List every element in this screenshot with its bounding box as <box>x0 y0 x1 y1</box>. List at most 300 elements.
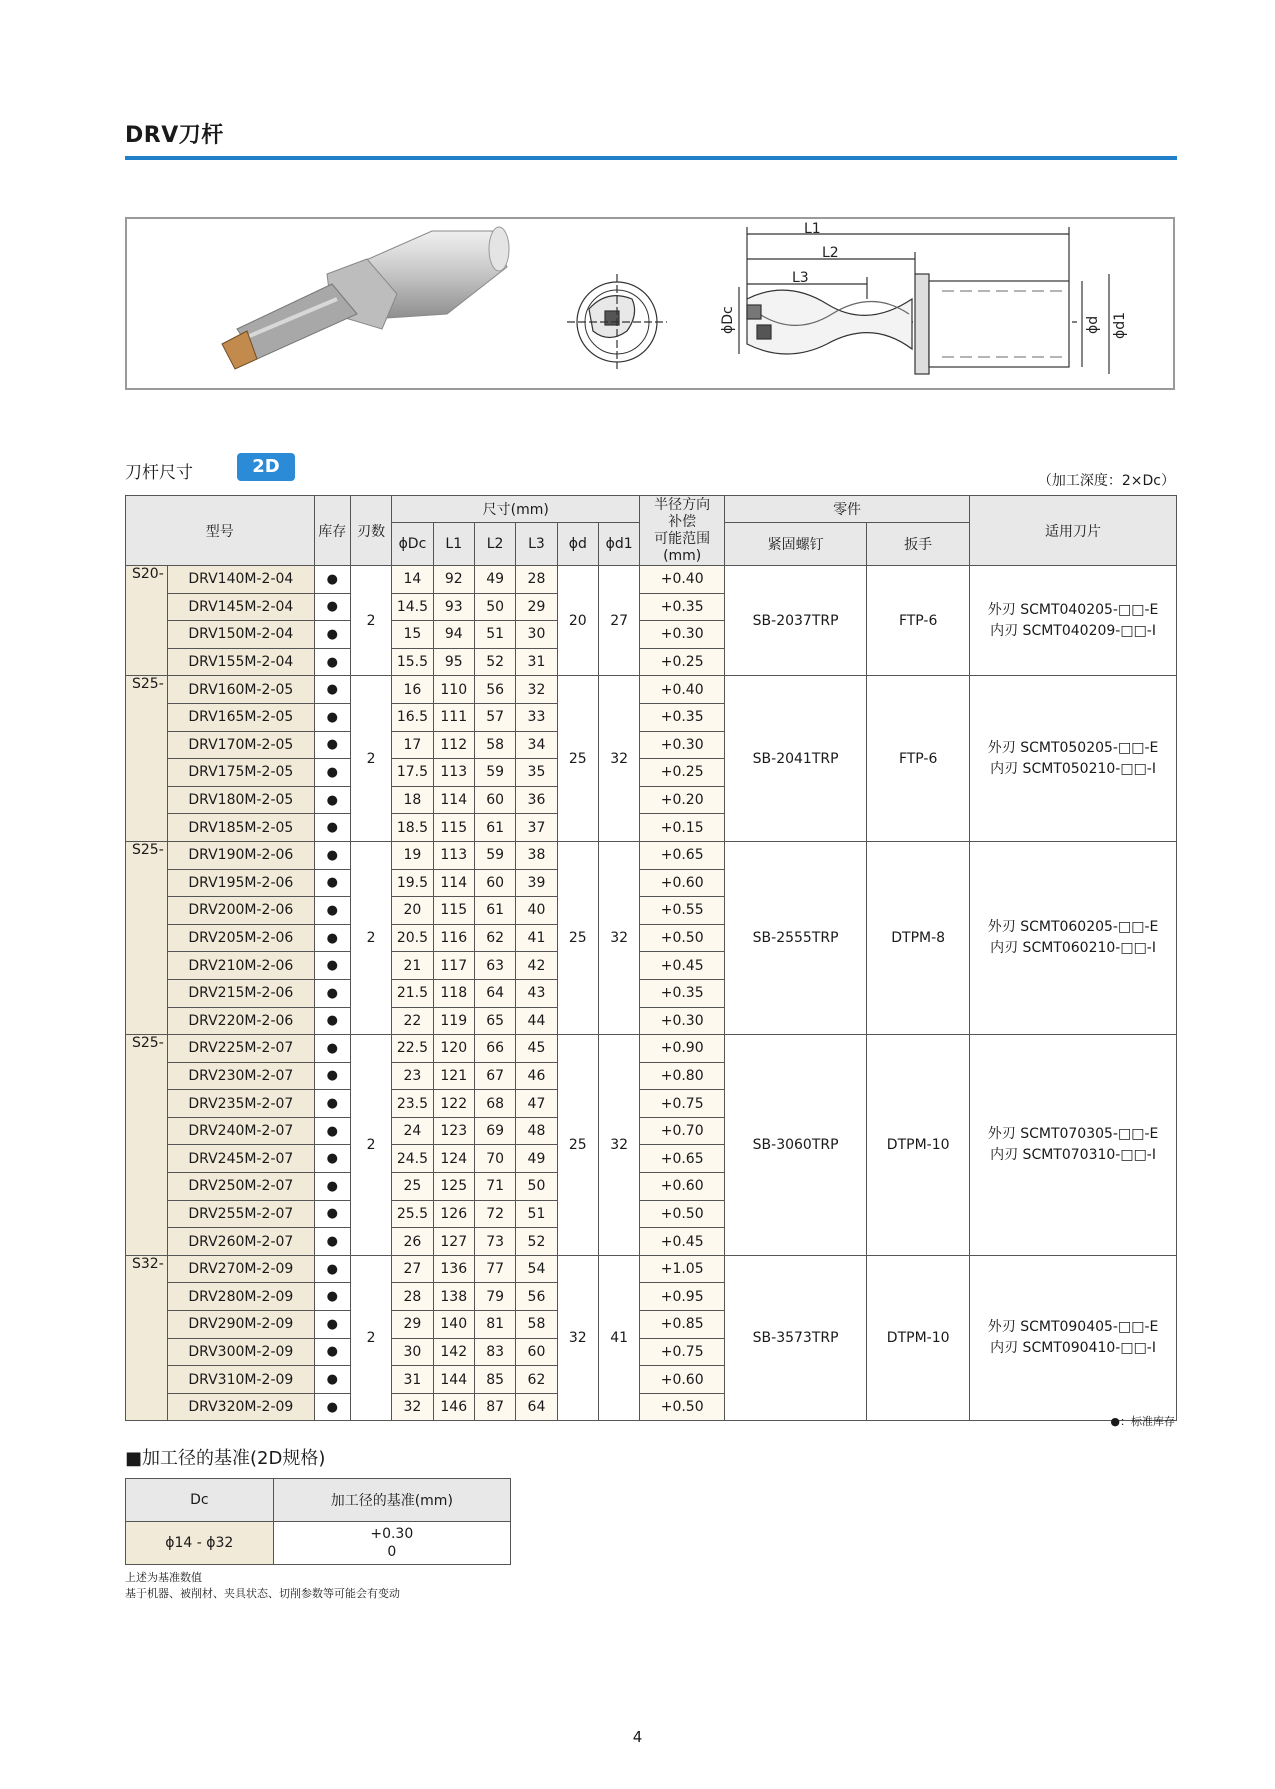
series-prefix: S25- <box>126 841 168 1034</box>
compensation-range: +0.30 <box>640 1007 725 1035</box>
applicable-insert <box>970 1255 1177 1421</box>
depth-note: （加工深度：2×Dc） <box>1037 473 1175 489</box>
compensation-range: +0.15 <box>640 814 725 842</box>
tool-figure <box>125 217 1175 390</box>
end-view <box>567 274 667 369</box>
compensation-range: +0.75 <box>640 1338 725 1366</box>
dim-l1: 146 <box>433 1393 474 1421</box>
dim-l1: 110 <box>433 676 474 704</box>
sub-lower: 0 <box>387 1544 397 1560</box>
model-code: DRV170M-2-05 <box>168 731 314 759</box>
compensation-range: +0.35 <box>640 703 725 731</box>
compensation-range: +0.60 <box>640 1173 725 1201</box>
applicable-insert <box>970 1035 1177 1256</box>
dim-l1: 115 <box>433 897 474 925</box>
flute-count: 2 <box>350 1035 391 1256</box>
dim-l2: 69 <box>474 1117 515 1145</box>
model-code: DRV320M-2-09 <box>168 1393 314 1421</box>
dim-phidc: 26 <box>392 1228 433 1256</box>
sub-col-standard: 加工径的基准(mm) <box>273 1479 510 1522</box>
dim-l2: 61 <box>474 897 515 925</box>
dim-phid1: 27 <box>598 566 639 676</box>
model-code: DRV140M-2-04 <box>168 566 314 594</box>
sub-upper: +0.30 <box>370 1526 414 1542</box>
model-code: DRV250M-2-07 <box>168 1173 314 1201</box>
diameter-standard-table <box>125 1478 511 1565</box>
dim-phidc: 14.5 <box>392 593 433 621</box>
dim-l3: 28 <box>516 566 557 594</box>
clamp-screw: SB-2041TRP <box>725 676 867 842</box>
model-code: DRV205M-2-06 <box>168 924 314 952</box>
stock-dot: ● <box>314 703 350 731</box>
dim-l1: 124 <box>433 1145 474 1173</box>
compensation-range: +0.25 <box>640 648 725 676</box>
model-code: DRV300M-2-09 <box>168 1338 314 1366</box>
dim-l3: 44 <box>516 1007 557 1035</box>
model-code: DRV310M-2-09 <box>168 1366 314 1394</box>
model-code: DRV150M-2-04 <box>168 621 314 649</box>
dim-l2: 64 <box>474 979 515 1007</box>
dim-l3: 56 <box>516 1283 557 1311</box>
dim-phidc: 18 <box>392 786 433 814</box>
dim-phid: 32 <box>557 1255 598 1421</box>
dim-l3: 50 <box>516 1173 557 1201</box>
model-code: DRV145M-2-04 <box>168 593 314 621</box>
dim-l3: 52 <box>516 1228 557 1256</box>
stock-dot: ● <box>314 1228 350 1256</box>
dim-phidc: 24 <box>392 1117 433 1145</box>
dim-l3: 42 <box>516 952 557 980</box>
compensation-range: +0.25 <box>640 759 725 787</box>
dim-l1: 140 <box>433 1311 474 1339</box>
compensation-range: +0.85 <box>640 1311 725 1339</box>
dim-l3: 48 <box>516 1117 557 1145</box>
dim-l1: 113 <box>433 759 474 787</box>
insert-inner: 内刃 SCMT040209-□□-I <box>990 622 1156 639</box>
stock-dot: ● <box>314 1393 350 1421</box>
col-phid1: ϕd1 <box>598 523 639 566</box>
page-title: DRV刀杆 <box>125 123 224 148</box>
model-code: DRV290M-2-09 <box>168 1311 314 1339</box>
compensation-range: +0.30 <box>640 621 725 649</box>
dim-l2: 79 <box>474 1283 515 1311</box>
compensation-range: +0.70 <box>640 1117 725 1145</box>
model-code: DRV200M-2-06 <box>168 897 314 925</box>
col-stock: 库存 <box>314 496 350 566</box>
dim-l1: 92 <box>433 566 474 594</box>
spec-table-body <box>126 566 1177 1421</box>
table-row <box>126 1035 1177 1063</box>
clamp-screw: SB-2037TRP <box>725 566 867 676</box>
model-code: DRV185M-2-05 <box>168 814 314 842</box>
dim-l1: 121 <box>433 1062 474 1090</box>
stock-dot: ● <box>314 676 350 704</box>
model-code: DRV240M-2-07 <box>168 1117 314 1145</box>
col-parts: 零件 <box>725 496 970 523</box>
model-code: DRV195M-2-06 <box>168 869 314 897</box>
dim-l1: L1 <box>804 221 821 237</box>
dim-phidc: 22 <box>392 1007 433 1035</box>
wrench: DTPM-8 <box>867 841 970 1034</box>
table-row <box>126 841 1177 869</box>
wrench: DTPM-10 <box>867 1255 970 1421</box>
compensation-range: +0.75 <box>640 1090 725 1118</box>
col-phid: ϕd <box>557 523 598 566</box>
wrench: FTP-6 <box>867 566 970 676</box>
series-prefix: S25- <box>126 1035 168 1256</box>
dim-phidc: 22.5 <box>392 1035 433 1063</box>
dim-l2: 83 <box>474 1338 515 1366</box>
compensation-range: +0.60 <box>640 869 725 897</box>
dim-phidc: 20.5 <box>392 924 433 952</box>
dim-l1: 93 <box>433 593 474 621</box>
dim-l2: 50 <box>474 593 515 621</box>
stock-dot: ● <box>314 1035 350 1063</box>
sub-cell-dc: ϕ14 - ϕ32 <box>126 1522 274 1565</box>
dim-l2: 60 <box>474 869 515 897</box>
stock-dot: ● <box>314 1366 350 1394</box>
series-prefix: S25- <box>126 676 168 842</box>
dim-l2: 63 <box>474 952 515 980</box>
compensation-range: +0.30 <box>640 731 725 759</box>
footnotes <box>125 1570 400 1602</box>
dim-phidc: 30 <box>392 1338 433 1366</box>
footnote-2: 基于机器、被削材、夹具状态、切削参数等可能会有变动 <box>125 1587 400 1600</box>
dim-l1: 116 <box>433 924 474 952</box>
dim-l2: 49 <box>474 566 515 594</box>
compensation-range: +0.20 <box>640 786 725 814</box>
dim-phidc: 23.5 <box>392 1090 433 1118</box>
model-code: DRV270M-2-09 <box>168 1255 314 1283</box>
model-code: DRV245M-2-07 <box>168 1145 314 1173</box>
model-code: DRV210M-2-06 <box>168 952 314 980</box>
compensation-range: +0.65 <box>640 1145 725 1173</box>
compensation-range: +0.40 <box>640 566 725 594</box>
dim-l1: 136 <box>433 1255 474 1283</box>
col-flutes: 刃数 <box>350 496 391 566</box>
dim-phidc: 21 <box>392 952 433 980</box>
stock-dot: ● <box>314 593 350 621</box>
dim-l2: 85 <box>474 1366 515 1394</box>
dim-l2: 87 <box>474 1393 515 1421</box>
dim-l2: 57 <box>474 703 515 731</box>
insert-outer: 外刃 SCMT050205-□□-E <box>987 739 1159 756</box>
stock-dot: ● <box>314 566 350 594</box>
wrench: FTP-6 <box>867 676 970 842</box>
dim-l2: 52 <box>474 648 515 676</box>
series-prefix: S32- <box>126 1255 168 1421</box>
wrench: DTPM-10 <box>867 1035 970 1256</box>
dim-l3: 37 <box>516 814 557 842</box>
stock-dot: ● <box>314 1090 350 1118</box>
dim-l1: 112 <box>433 731 474 759</box>
clamp-screw: SB-3573TRP <box>725 1255 867 1421</box>
insert-inner: 内刃 SCMT060210-□□-I <box>990 940 1156 957</box>
compensation-range: +0.35 <box>640 979 725 1007</box>
dim-l2: 81 <box>474 1311 515 1339</box>
model-code: DRV225M-2-07 <box>168 1035 314 1063</box>
dim-l1: 111 <box>433 703 474 731</box>
dim-phid: 25 <box>557 1035 598 1256</box>
dim-phid1: 41 <box>598 1255 639 1421</box>
dim-phidc: 21.5 <box>392 979 433 1007</box>
model-code: DRV215M-2-06 <box>168 979 314 1007</box>
dim-phidc: 28 <box>392 1283 433 1311</box>
stock-dot: ● <box>314 897 350 925</box>
flute-count: 2 <box>350 676 391 842</box>
dim-phidc: 31 <box>392 1366 433 1394</box>
compensation-range: +0.45 <box>640 1228 725 1256</box>
dim-l1: 138 <box>433 1283 474 1311</box>
spec-badge: 2D <box>237 453 295 481</box>
model-code: DRV175M-2-05 <box>168 759 314 787</box>
stock-dot: ● <box>314 924 350 952</box>
compensation-range: +0.50 <box>640 1200 725 1228</box>
flute-count: 2 <box>350 841 391 1034</box>
dim-l2: 60 <box>474 786 515 814</box>
dim-l3: 51 <box>516 1200 557 1228</box>
model-code: DRV160M-2-05 <box>168 676 314 704</box>
stock-dot: ● <box>314 1255 350 1283</box>
dim-phidc: 29 <box>392 1311 433 1339</box>
clamp-screw: SB-3060TRP <box>725 1035 867 1256</box>
dim-l1: 125 <box>433 1173 474 1201</box>
stock-dot: ● <box>314 1117 350 1145</box>
dim-l1: 142 <box>433 1338 474 1366</box>
stock-dot: ● <box>314 1007 350 1035</box>
dim-l3: 62 <box>516 1366 557 1394</box>
applicable-insert <box>970 676 1177 842</box>
comp-line-1: 半径方向 <box>654 496 711 513</box>
dim-l1: 114 <box>433 786 474 814</box>
compensation-range: +0.80 <box>640 1062 725 1090</box>
dim-phidc: 25.5 <box>392 1200 433 1228</box>
dim-phid1: 32 <box>598 676 639 842</box>
comp-line-4: (mm) <box>663 547 702 564</box>
series-prefix: S20- <box>126 566 168 676</box>
dim-phidc: 16.5 <box>392 703 433 731</box>
dim-l2: 73 <box>474 1228 515 1256</box>
model-code: DRV280M-2-09 <box>168 1283 314 1311</box>
dim-phidc: 20 <box>392 897 433 925</box>
dim-l3: 43 <box>516 979 557 1007</box>
compensation-range: +0.95 <box>640 1283 725 1311</box>
compensation-range: +0.50 <box>640 924 725 952</box>
insert-outer: 外刃 SCMT090405-□□-E <box>987 1319 1159 1336</box>
dim-l1: 113 <box>433 841 474 869</box>
compensation-range: +0.55 <box>640 897 725 925</box>
dim-phidc: 15 <box>392 621 433 649</box>
stock-dot: ● <box>314 979 350 1007</box>
dim-phid1: 32 <box>598 1035 639 1256</box>
dim-l1: 118 <box>433 979 474 1007</box>
dim-l2: 58 <box>474 731 515 759</box>
compensation-range: +1.05 <box>640 1255 725 1283</box>
col-l1: L1 <box>433 523 474 566</box>
model-code: DRV220M-2-06 <box>168 1007 314 1035</box>
col-phidc: ϕDc <box>392 523 433 566</box>
compensation-range: +0.45 <box>640 952 725 980</box>
col-compensation <box>640 496 725 566</box>
dim-l3: 33 <box>516 703 557 731</box>
compensation-range: +0.40 <box>640 676 725 704</box>
dim-phidc: 23 <box>392 1062 433 1090</box>
dim-phidc: ϕDc <box>720 306 736 334</box>
applicable-insert <box>970 841 1177 1034</box>
applicable-insert <box>970 566 1177 676</box>
dim-l3: 35 <box>516 759 557 787</box>
stock-dot: ● <box>314 1173 350 1201</box>
dim-l2: 77 <box>474 1255 515 1283</box>
dim-l3: L3 <box>792 270 809 286</box>
dim-l1: 120 <box>433 1035 474 1063</box>
dim-phidc: 24.5 <box>392 1145 433 1173</box>
dim-l2: 68 <box>474 1090 515 1118</box>
dim-l2: 59 <box>474 841 515 869</box>
stock-dot: ● <box>314 952 350 980</box>
model-code: DRV235M-2-07 <box>168 1090 314 1118</box>
dim-l3: 40 <box>516 897 557 925</box>
col-insert: 适用刀片 <box>970 496 1177 566</box>
page-number: 4 <box>632 1728 643 1746</box>
model-code: DRV230M-2-07 <box>168 1062 314 1090</box>
stock-dot: ● <box>314 814 350 842</box>
tool-photo <box>222 227 509 369</box>
insert-inner: 内刃 SCMT090410-□□-I <box>990 1340 1156 1357</box>
stock-dot: ● <box>314 1062 350 1090</box>
col-model: 型号 <box>126 496 315 566</box>
sub-title: ■加工径的基准(2D规格) <box>125 1448 326 1469</box>
col-screw: 紧固螺钉 <box>725 523 867 566</box>
dim-l1: 123 <box>433 1117 474 1145</box>
title-rule <box>125 156 1177 160</box>
dim-phidc: 25 <box>392 1173 433 1201</box>
comp-line-2: 补偿 <box>668 513 697 530</box>
tool-drawing <box>127 219 1173 388</box>
stock-dot: ● <box>314 1145 350 1173</box>
dim-l1: 95 <box>433 648 474 676</box>
compensation-range: +0.60 <box>640 1366 725 1394</box>
stock-dot: ● <box>314 1338 350 1366</box>
dim-l2: 65 <box>474 1007 515 1035</box>
dim-l3: 34 <box>516 731 557 759</box>
insert-outer: 外刃 SCMT070305-□□-E <box>987 1125 1159 1142</box>
dim-l3: 60 <box>516 1338 557 1366</box>
dim-phidc: 27 <box>392 1255 433 1283</box>
dim-l3: 46 <box>516 1062 557 1090</box>
dim-phidc: 15.5 <box>392 648 433 676</box>
comp-line-3: 可能范围 <box>654 530 711 547</box>
stock-dot: ● <box>314 648 350 676</box>
col-wrench: 扳手 <box>867 523 970 566</box>
dim-l1: 127 <box>433 1228 474 1256</box>
compensation-range: +0.35 <box>640 593 725 621</box>
dim-l1: 126 <box>433 1200 474 1228</box>
dim-l2: 70 <box>474 1145 515 1173</box>
stock-dot: ● <box>314 731 350 759</box>
stock-dot: ● <box>314 786 350 814</box>
dim-l3: 36 <box>516 786 557 814</box>
stock-dot: ● <box>314 621 350 649</box>
flute-count: 2 <box>350 566 391 676</box>
dim-phid: ϕd <box>1085 315 1101 334</box>
side-view <box>739 227 1109 374</box>
dim-l2: 72 <box>474 1200 515 1228</box>
dim-l3: 41 <box>516 924 557 952</box>
stock-dot: ● <box>314 1283 350 1311</box>
dim-phidc: 18.5 <box>392 814 433 842</box>
stock-dot: ● <box>314 1311 350 1339</box>
compensation-range: +0.50 <box>640 1393 725 1421</box>
dim-l1: 94 <box>433 621 474 649</box>
dim-phid: 20 <box>557 566 598 676</box>
model-code: DRV260M-2-07 <box>168 1228 314 1256</box>
dim-l1: 119 <box>433 1007 474 1035</box>
stock-dot: ● <box>314 841 350 869</box>
dim-phid: 25 <box>557 841 598 1034</box>
dim-l3: 29 <box>516 593 557 621</box>
stock-dot: ● <box>314 869 350 897</box>
insert-inner: 内刃 SCMT070310-□□-I <box>990 1146 1156 1163</box>
dim-l3: 38 <box>516 841 557 869</box>
insert-inner: 内刃 SCMT050210-□□-I <box>990 760 1156 777</box>
dim-l3: 64 <box>516 1393 557 1421</box>
clamp-screw: SB-2555TRP <box>725 841 867 1034</box>
model-code: DRV255M-2-07 <box>168 1200 314 1228</box>
sub-col-dc: Dc <box>126 1479 274 1522</box>
compensation-range: +0.90 <box>640 1035 725 1063</box>
dim-l2: 56 <box>474 676 515 704</box>
stock-note: ●：标准库存 <box>1110 1415 1175 1428</box>
dim-l3: 49 <box>516 1145 557 1173</box>
dim-phidc: 14 <box>392 566 433 594</box>
dim-l2: 71 <box>474 1173 515 1201</box>
footnote-1: 上述为基准数值 <box>125 1571 202 1584</box>
table-row <box>126 676 1177 704</box>
dim-l2: 59 <box>474 759 515 787</box>
model-code: DRV165M-2-05 <box>168 703 314 731</box>
dim-phid1: 32 <box>598 841 639 1034</box>
dim-l3: 45 <box>516 1035 557 1063</box>
dim-l3: 30 <box>516 621 557 649</box>
spec-table <box>125 495 1177 1421</box>
dim-l3: 31 <box>516 648 557 676</box>
model-code: DRV190M-2-06 <box>168 841 314 869</box>
dim-l1: 117 <box>433 952 474 980</box>
dim-l3: 58 <box>516 1311 557 1339</box>
dim-l2: 66 <box>474 1035 515 1063</box>
section-label: 刀杆尺寸 <box>125 463 193 483</box>
dim-l3: 32 <box>516 676 557 704</box>
dim-l2: L2 <box>822 245 839 261</box>
dim-l1: 115 <box>433 814 474 842</box>
dim-phidc: 16 <box>392 676 433 704</box>
insert-outer: 外刃 SCMT060205-□□-E <box>987 919 1159 936</box>
dim-l3: 54 <box>516 1255 557 1283</box>
col-l2: L2 <box>474 523 515 566</box>
dim-phidc: 19.5 <box>392 869 433 897</box>
dim-l2: 51 <box>474 621 515 649</box>
dim-l2: 67 <box>474 1062 515 1090</box>
model-code: DRV180M-2-05 <box>168 786 314 814</box>
dim-l2: 61 <box>474 814 515 842</box>
stock-dot: ● <box>314 759 350 787</box>
dim-l1: 122 <box>433 1090 474 1118</box>
flute-count: 2 <box>350 1255 391 1421</box>
dim-phid1: ϕd1 <box>1112 311 1128 339</box>
table-row <box>126 1255 1177 1283</box>
dim-l1: 144 <box>433 1366 474 1394</box>
